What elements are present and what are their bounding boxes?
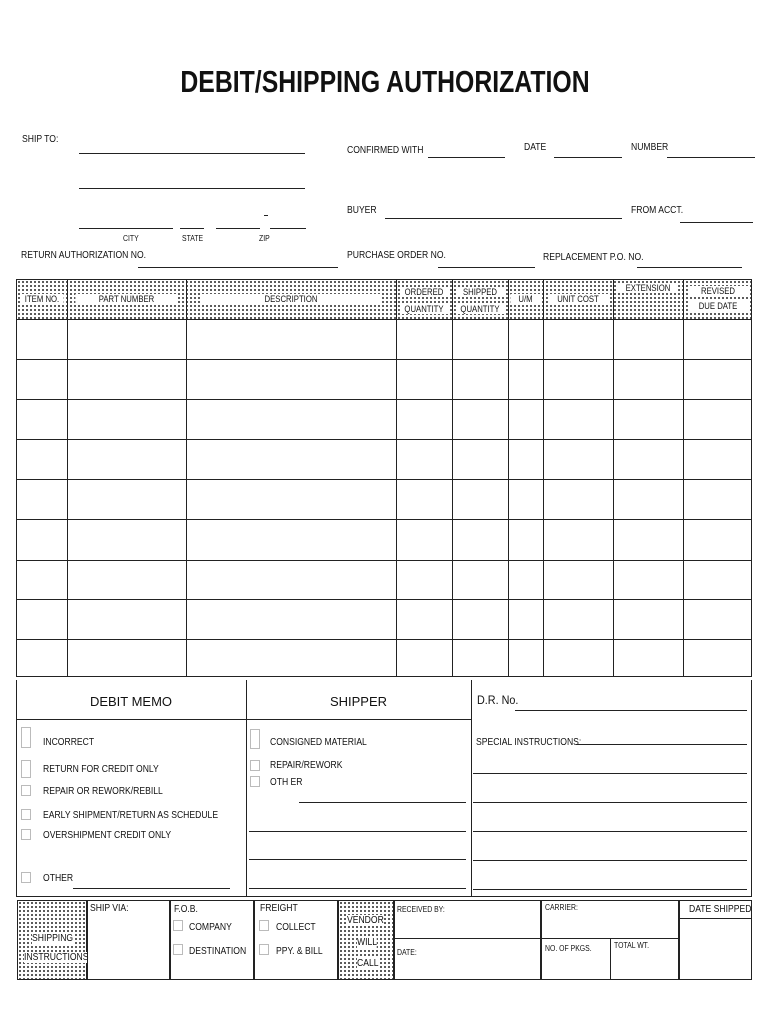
freight-ppy-checkbox[interactable] [259, 944, 269, 955]
col-part-number: PART NUMBER [67, 280, 186, 320]
shipping-label: SHIPPING [32, 933, 74, 944]
ship-via-label: SHIP VIA: [90, 903, 129, 914]
return-auth-line[interactable] [138, 267, 338, 268]
special-instructions-label: SPECIAL INSTRUCTIONS: [476, 737, 582, 748]
ship-to-line-1[interactable] [79, 153, 305, 154]
zip-line-b[interactable] [270, 228, 306, 229]
special-line-3[interactable] [473, 802, 747, 803]
fob-destination-checkbox[interactable] [173, 944, 183, 955]
city-line[interactable] [79, 228, 173, 229]
total-wt-label: TOTAL WT. [614, 941, 650, 950]
freight-collect-label: COLLECT [276, 922, 316, 933]
fob-company-checkbox[interactable] [173, 920, 183, 931]
special-line-1[interactable] [576, 744, 747, 745]
received-by-label: RECEIVED BY: [397, 905, 445, 914]
confirmed-with-label: CONFIRMED WITH [347, 145, 424, 156]
return-credit-checkbox[interactable] [21, 760, 31, 778]
from-acct-line[interactable] [680, 222, 753, 223]
shipper-title: SHIPPER [329, 694, 388, 709]
number-line[interactable] [667, 157, 755, 158]
shipper-line-4[interactable] [249, 888, 466, 889]
ship-to-label: SHIP TO: [22, 134, 59, 145]
freight-collect-checkbox[interactable] [259, 920, 269, 931]
fob-company-label: COMPANY [189, 922, 232, 933]
freight-label: FREIGHT [260, 903, 298, 914]
col-description: DESCRIPTION [186, 280, 396, 320]
zip-dash [264, 215, 268, 216]
will-label: WILL [357, 937, 378, 948]
number-label: NUMBER [631, 142, 669, 153]
special-line-2[interactable] [473, 773, 747, 774]
date-label: DATE [524, 142, 547, 153]
city-label: CITY [123, 234, 139, 243]
col-item-no: ITEM NO. [17, 280, 67, 320]
buyer-label: BUYER [347, 205, 377, 216]
consigned-checkbox[interactable] [250, 729, 260, 749]
fob-destination-label: DESTINATION [189, 946, 247, 957]
confirmed-with-line[interactable] [428, 157, 505, 158]
replacement-po-line[interactable] [637, 267, 742, 268]
debit-memo-title: DEBIT MEMO [89, 694, 173, 709]
col-shipped-quantity: SHIPPED QUANTITY [452, 280, 508, 320]
state-line[interactable] [180, 228, 204, 229]
other-line[interactable] [73, 888, 230, 889]
carrier-label: CARRIER: [545, 903, 578, 912]
page-title: DEBIT/SHIPPING AUTHORIZATION [180, 64, 590, 99]
option-return-credit: RETURN FOR CREDIT ONLY [43, 764, 159, 775]
repair-rework-checkbox[interactable] [250, 760, 260, 771]
option-incorrect: INCORRECT [43, 737, 95, 748]
repair-rebill-checkbox[interactable] [21, 785, 31, 796]
return-auth-label: RETURN AUTHORIZATION NO. [21, 250, 147, 261]
shipper-line-3[interactable] [249, 859, 466, 860]
col-um: U/M [508, 280, 543, 320]
fob-label: F.O.B. [174, 904, 198, 915]
replacement-po-label: REPLACEMENT P.O. NO. [543, 252, 644, 263]
purchase-order-label: PURCHASE ORDER NO. [347, 250, 446, 261]
instructions-label: INSTRUCTIONS [24, 952, 89, 963]
no-of-pkgs-label: NO. OF PKGS. [545, 944, 592, 953]
overshipment-checkbox[interactable] [21, 829, 31, 840]
dr-no-label: D.R. No. [477, 693, 519, 707]
shipper-other-checkbox[interactable] [250, 776, 260, 787]
vendor-label: VENDOR [347, 915, 384, 926]
zip-label: ZIP [259, 234, 270, 243]
shipper-other-line[interactable] [299, 802, 466, 803]
items-table [16, 279, 752, 677]
col-revised-due-date: REVISED DUE DATE [683, 280, 753, 320]
freight-ppy-label: PPY. & BILL [276, 946, 323, 957]
option-early-shipment: EARLY SHIPMENT/RETURN AS SCHEDULE [43, 810, 219, 821]
dr-no-line[interactable] [515, 710, 747, 711]
option-shipper-other: OTH ER [270, 777, 303, 788]
purchase-order-line[interactable] [438, 267, 535, 268]
buyer-line[interactable] [385, 218, 622, 219]
col-unit-cost: UNIT COST [543, 280, 613, 320]
from-acct-label: FROM ACCT. [631, 205, 684, 216]
received-date-label: DATE: [397, 948, 417, 957]
option-repair-rebill: REPAIR OR REWORK/REBILL [43, 786, 163, 797]
option-overshipment: OVERSHIPMENT CREDIT ONLY [43, 830, 172, 841]
option-other: OTHER [43, 873, 74, 884]
special-line-5[interactable] [473, 860, 747, 861]
ship-to-line-2[interactable] [79, 188, 305, 189]
special-line-6[interactable] [473, 889, 747, 890]
special-line-4[interactable] [473, 831, 747, 832]
early-shipment-checkbox[interactable] [21, 809, 31, 820]
option-repair-rework: REPAIR/REWORK [270, 760, 343, 771]
incorrect-checkbox[interactable] [21, 727, 31, 748]
date-shipped-label: DATE SHIPPED [689, 904, 752, 915]
col-extension: EXTENSION [613, 280, 683, 320]
option-consigned: CONSIGNED MATERIAL [270, 737, 367, 748]
state-label: STATE [182, 234, 204, 243]
shipper-line-2[interactable] [249, 831, 466, 832]
zip-line-a[interactable] [216, 228, 260, 229]
other-checkbox[interactable] [21, 872, 31, 883]
col-ordered-quantity: ORDERED QUANTITY [396, 280, 452, 320]
date-line[interactable] [554, 157, 622, 158]
call-label: CALL [357, 958, 379, 969]
